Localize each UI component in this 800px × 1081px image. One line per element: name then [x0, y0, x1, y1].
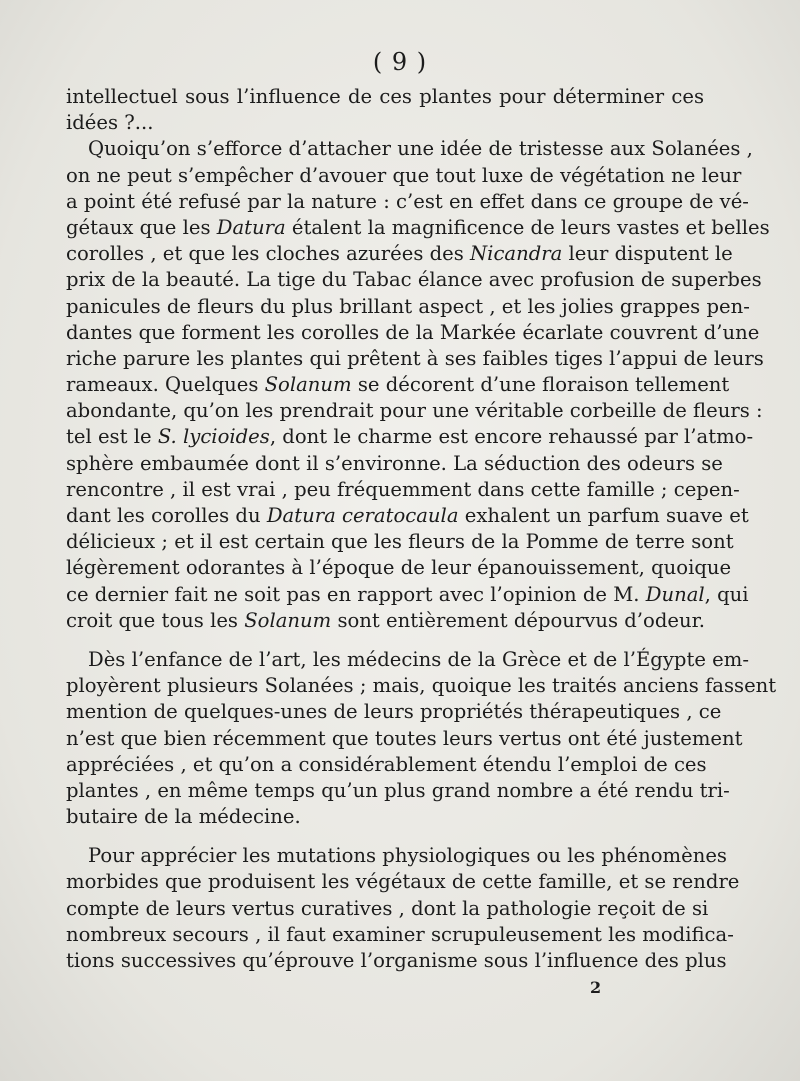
text-line: sphère embaumée dont il s’environne. La séduction des odeurs se [66, 451, 723, 475]
text-line: gétaux que les Datura étalent la magnificence de leurs vastes et belles [66, 215, 770, 239]
text-line: tel est le S. lycioides, dont le charme est encore rehaussé par l’atmo- [66, 425, 754, 449]
text-line: appréciées , et qu’on a considérablement étendu l’emploi de ces [66, 752, 707, 776]
text-line: morbides que produisent les végétaux de cette famille, et se rendre [66, 870, 740, 894]
text-line: a point été refusé par la nature : c’est en effet dans ce groupe de vé- [66, 189, 749, 213]
text-line: nombreux secours , il faut examiner scrupuleusement les modifica- [66, 922, 734, 946]
text-line: intellectuel sous l’influence de ces plantes pour déterminer ces [66, 85, 704, 108]
text-line: légèrement odorantes à l’époque de leur épanouissement, quoique [66, 556, 732, 580]
text-line: rencontre , il est vrai , peu fréquemment dans cette famille ; cepen- [66, 477, 740, 501]
text-line: tions successives qu’éprouve l’organisme sous l’influence des plus [66, 949, 727, 972]
text-line: prix de la beauté. La tige du Tabac élance avec profusion de superbes [66, 268, 762, 292]
text-line: Dès l’enfance de l’art, les médecins de la Grèce et de l’Égypte em- [88, 647, 749, 671]
text-line: riche parure les plantes qui prêtent à ses faibles tiges l’appui de leurs [66, 346, 764, 370]
text-line: dantes que forment les corolles de la Markée écarlate couvrent d’une [66, 320, 760, 344]
text-line: on ne peut s’empêcher d’avouer que tout luxe de végétation ne leur [66, 163, 742, 187]
text-line: délicieux ; et il est certain que les fleurs de la Pomme de terre sont [66, 530, 734, 554]
signature-mark: 2 [590, 978, 602, 997]
text-line: dant les corolles du Datura ceratocaula exhalent un parfum suave et [66, 504, 749, 527]
body-text [66, 84, 777, 974]
text-line: plantes , en même temps qu’un plus grand nombre a été rendu tri- [66, 778, 730, 802]
text-line: Quoiqu’on s’efforce d’attacher une idée de tristesse aux Solanées , [88, 137, 753, 161]
text-line: compte de leurs vertus curatives , dont la pathologie reçoit de si [66, 896, 709, 920]
text-line: ployèrent plusieurs Solanées ; mais, quoique les traités anciens fassent [66, 674, 777, 698]
text-line: Pour apprécier les mutations physiologiques ou les phénomènes [88, 844, 727, 868]
text-line: rameaux. Quelques Solanum se décorent d’une floraison tellement [66, 373, 730, 397]
text-line: butaire de la médecine. [66, 805, 301, 829]
text-line: corolles , et que les cloches azurées des Nicandra leur disputent le [66, 242, 733, 266]
text-line: idées ?... [66, 111, 154, 135]
page-number: ( 9 ) [372, 48, 428, 76]
text-line: mention de quelques-unes de leurs propriétés thérapeutiques , ce [66, 700, 722, 724]
text-line: n’est que bien récemment que toutes leurs vertus ont été justement [66, 726, 743, 750]
text-line: panicules de fleurs du plus brillant aspect , et les jolies grappes pen- [66, 294, 750, 318]
text-line: ce dernier fait ne soit pas en rapport avec l’opinion de M. Dunal, qui [66, 582, 749, 606]
text-line: abondante, qu’on les prendrait pour une véritable corbeille de fleurs : [66, 399, 763, 423]
text-line: croit que tous les Solanum sont entièrement dépourvus d’odeur. [66, 608, 706, 632]
